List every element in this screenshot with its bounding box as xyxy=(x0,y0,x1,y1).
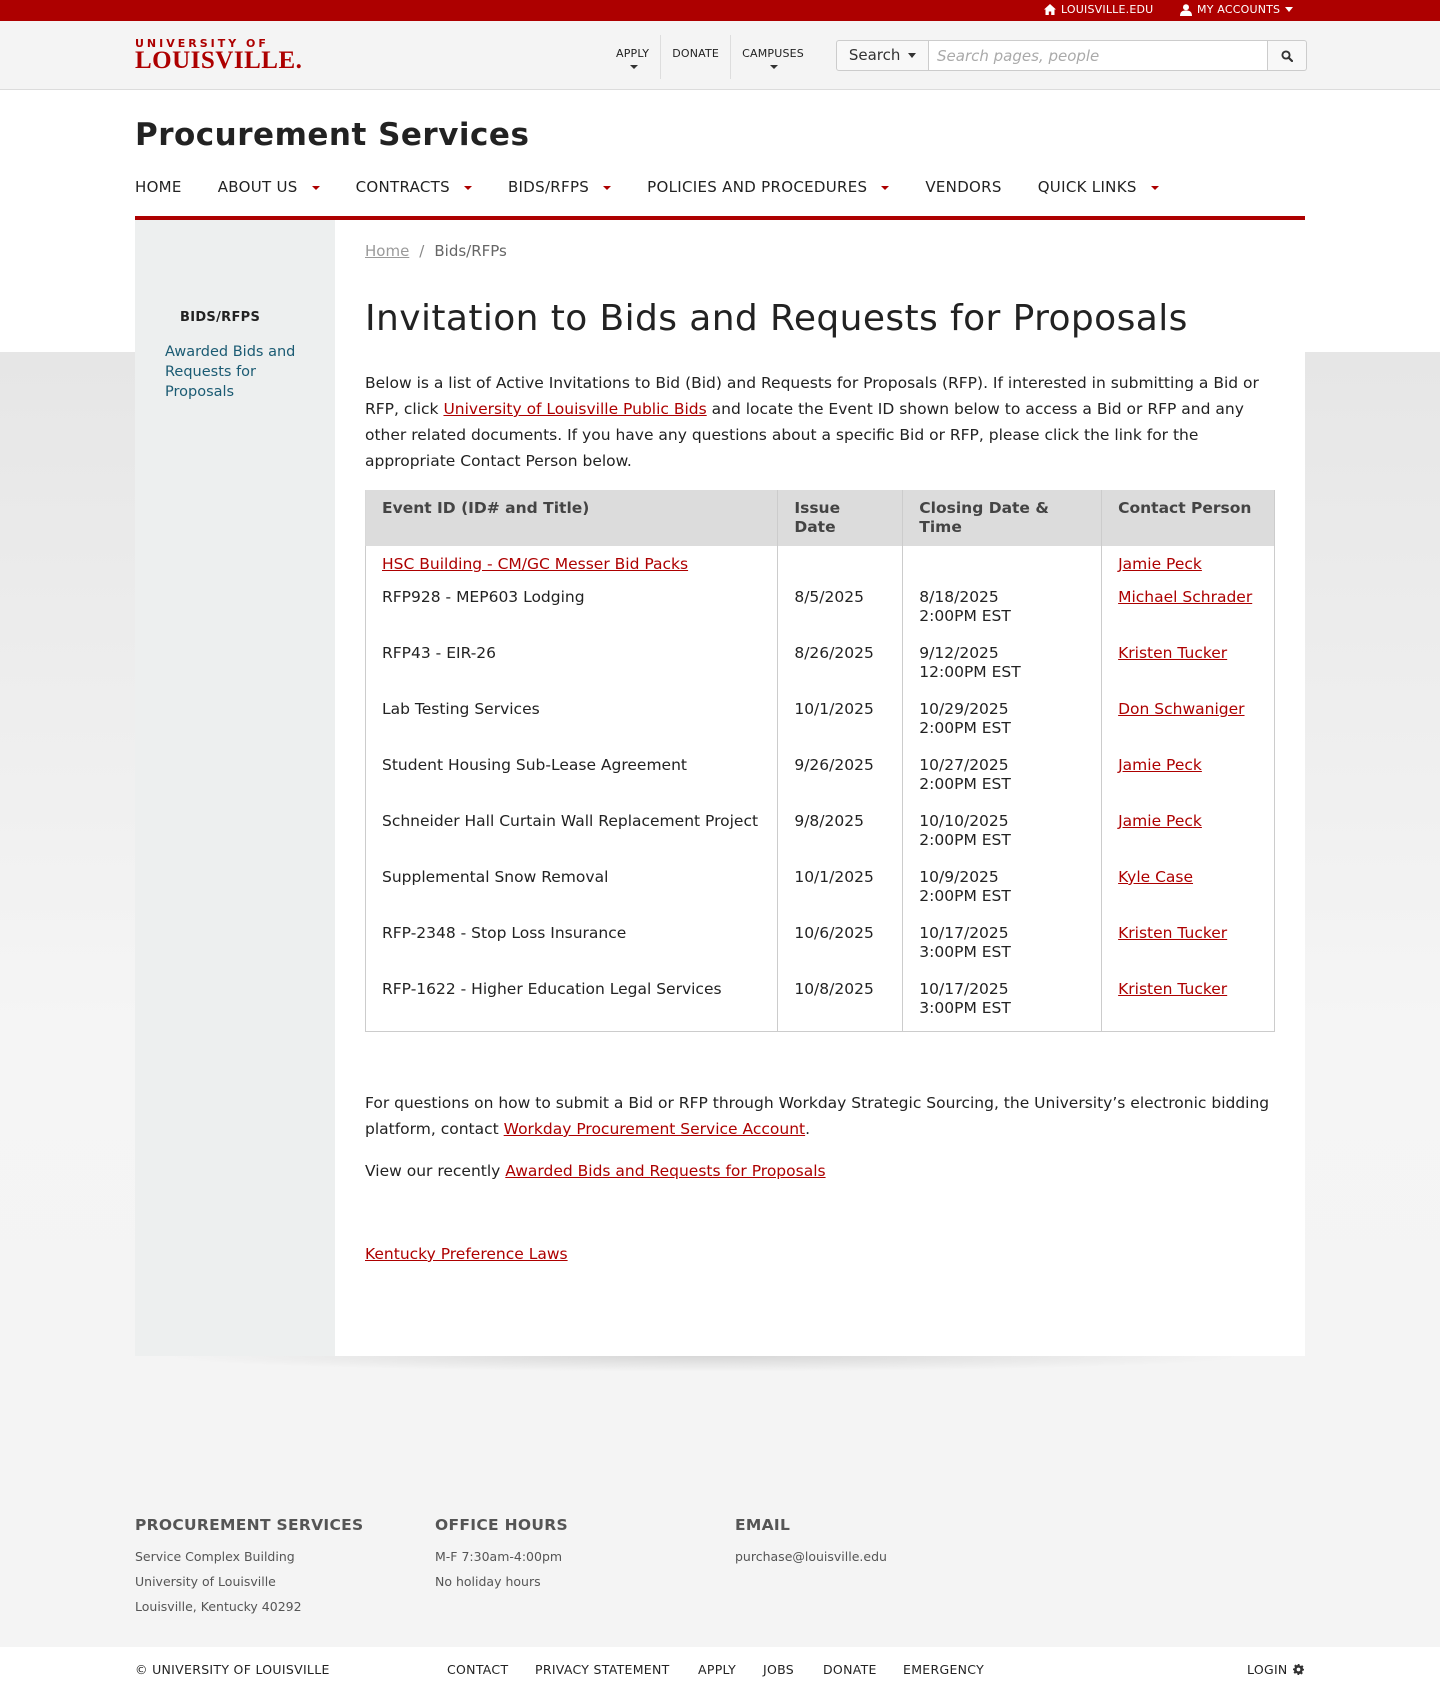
footer-link-apply[interactable]: APPLY xyxy=(698,1662,737,1677)
closing-date: 9/12/2025 xyxy=(919,644,999,662)
caret-down-icon xyxy=(908,53,916,58)
contact-cell xyxy=(1102,975,1275,1031)
site-nav-quick-links[interactable] xyxy=(1038,178,1159,216)
closing-date: 8/18/2025 xyxy=(919,588,999,606)
kentucky-paragraph xyxy=(365,1241,1280,1267)
awarded-text: View our recently xyxy=(365,1162,506,1180)
site-nav-contracts-label: CONTRACTS xyxy=(355,178,450,196)
intro-text-2: and locate the Event ID shown below to access a Bid or RFP and any other related documents. If you have any questions about a specific Bid or RFP, please click the link for the appropriate Contact Person below. xyxy=(365,400,1244,470)
contact-link[interactable]: Michael Schrader xyxy=(1118,588,1253,606)
closing-cell xyxy=(903,583,1102,639)
closing-cell xyxy=(903,546,1102,583)
footer-address-line2: University of Louisville xyxy=(135,1574,276,1589)
table-row xyxy=(366,695,1275,751)
nav-apply-label: APPLY xyxy=(616,47,650,60)
louisville-edu-link[interactable] xyxy=(1044,3,1153,16)
sidebar xyxy=(135,220,335,1356)
copyright: © UNIVERSITY OF LOUISVILLE xyxy=(135,1662,330,1677)
closing-date: 10/17/2025 xyxy=(919,924,1009,942)
table-row xyxy=(366,546,1275,583)
issue-cell: 10/8/2025 xyxy=(778,975,903,1031)
contact-cell xyxy=(1102,546,1275,583)
contact-link[interactable]: Kristen Tucker xyxy=(1118,644,1228,662)
issue-cell: 10/6/2025 xyxy=(778,919,903,975)
contact-link[interactable]: Jamie Peck xyxy=(1118,555,1202,573)
footer-hours xyxy=(435,1516,568,1594)
logo-line2: LOUISVILLE. xyxy=(135,47,303,74)
caret-down-icon xyxy=(881,186,889,190)
user-icon xyxy=(1180,4,1192,16)
contact-link[interactable]: Jamie Peck xyxy=(1118,756,1202,774)
table-row xyxy=(366,751,1275,807)
contact-cell xyxy=(1102,863,1275,919)
content-shadow xyxy=(155,1356,1255,1372)
footer-email-address: purchase@louisville.edu xyxy=(735,1549,887,1564)
closing-cell xyxy=(903,919,1102,975)
closing-cell xyxy=(903,975,1102,1031)
closing-cell xyxy=(903,807,1102,863)
table-row xyxy=(366,639,1275,695)
home-icon xyxy=(1044,4,1056,15)
breadcrumb-separator: / xyxy=(419,242,425,260)
closing-date: 10/10/2025 xyxy=(919,812,1009,830)
closing-time: 2:00PM EST xyxy=(919,607,1011,625)
site-nav-policies-label: POLICIES AND PROCEDURES xyxy=(647,178,868,196)
site-nav-policies[interactable] xyxy=(647,178,889,216)
my-accounts-label: MY ACCOUNTS xyxy=(1197,3,1281,16)
breadcrumb-current: Bids/RFPs xyxy=(434,242,507,260)
closing-cell xyxy=(903,863,1102,919)
closing-cell xyxy=(903,639,1102,695)
contact-link[interactable]: Kristen Tucker xyxy=(1118,924,1228,942)
caret-down-icon xyxy=(312,186,320,190)
event-cell: RFP-1622 - Higher Education Legal Services xyxy=(366,975,778,1031)
bottom-bar xyxy=(0,1647,1440,1693)
event-cell: RFP-2348 - Stop Loss Insurance xyxy=(366,919,778,975)
footer-link-contact[interactable]: CONTACT xyxy=(447,1662,509,1677)
event-cell xyxy=(366,546,778,583)
event-cell: Lab Testing Services xyxy=(366,695,778,751)
caret-down-icon xyxy=(603,186,611,190)
contact-cell xyxy=(1102,583,1275,639)
caret-down-icon xyxy=(770,65,778,69)
intro-paragraph xyxy=(365,370,1280,474)
contact-cell xyxy=(1102,807,1275,863)
contact-link[interactable]: Don Schwaniger xyxy=(1118,700,1245,718)
caret-down-icon xyxy=(464,186,472,190)
nav-donate-label: DONATE xyxy=(672,47,720,60)
university-logo[interactable] xyxy=(135,38,302,72)
site-nav-bids-label: BIDS/RFPS xyxy=(507,178,590,196)
contact-link[interactable]: Kyle Case xyxy=(1118,868,1194,886)
footer-hours-line1: M-F 7:30am-4:00pm xyxy=(435,1549,563,1564)
site-nav-vendors-label: VENDORS xyxy=(925,178,1002,196)
search-input[interactable] xyxy=(929,40,1268,71)
issue-cell: 8/5/2025 xyxy=(778,583,903,639)
main-content xyxy=(335,220,1305,1356)
workday-paragraph xyxy=(365,1090,1280,1142)
event-cell: RFP928 - MEP603 Lodging xyxy=(366,583,778,639)
login-label: LOGIN xyxy=(1247,1662,1288,1677)
workday-service-account-link[interactable]: Workday Procurement Service Account xyxy=(503,1120,806,1138)
footer-procurement xyxy=(135,1516,364,1619)
closing-cell xyxy=(903,695,1102,751)
login-link[interactable] xyxy=(1247,1662,1304,1677)
table-row xyxy=(366,807,1275,863)
gear-icon xyxy=(1293,1664,1304,1675)
public-bids-link[interactable]: University of Louisville Public Bids xyxy=(443,400,707,418)
contact-cell xyxy=(1102,639,1275,695)
page-title: Invitation to Bids and Requests for Proposals xyxy=(365,298,1188,339)
search-submit-button[interactable] xyxy=(1268,40,1307,71)
caret-down-icon xyxy=(630,65,638,69)
table-row xyxy=(366,583,1275,639)
my-accounts-link[interactable] xyxy=(1180,3,1293,16)
closing-time: 2:00PM EST xyxy=(919,775,1011,793)
footer-address-line1: Service Complex Building xyxy=(135,1549,295,1564)
site-nav-about[interactable] xyxy=(218,178,320,216)
utility-bar xyxy=(0,0,1440,21)
site-nav-contracts[interactable] xyxy=(356,178,472,216)
issue-cell xyxy=(778,546,903,583)
closing-date: 10/29/2025 xyxy=(919,700,1009,718)
issue-cell: 10/1/2025 xyxy=(778,863,903,919)
nav-campuses-label: CAMPUSES xyxy=(742,47,804,60)
breadcrumb-home[interactable]: Home xyxy=(365,242,410,260)
closing-time: 3:00PM EST xyxy=(919,943,1011,961)
contact-cell xyxy=(1102,751,1275,807)
nav-apply[interactable] xyxy=(605,35,660,79)
footer-link-emergency[interactable]: EMERGENCY xyxy=(903,1662,985,1677)
table-row xyxy=(366,975,1275,1031)
closing-time: 2:00PM EST xyxy=(919,887,1011,905)
event-cell: Student Housing Sub-Lease Agreement xyxy=(366,751,778,807)
sidebar-heading: BIDS/RFPS xyxy=(180,310,261,325)
nav-campuses[interactable] xyxy=(730,35,815,79)
footer-hours-heading: OFFICE HOURS xyxy=(435,1516,568,1534)
global-nav xyxy=(605,35,815,79)
table-header-row xyxy=(366,490,1275,546)
footer-address-line3: Louisville, Kentucky 40292 xyxy=(135,1599,302,1614)
closing-date: 10/17/2025 xyxy=(919,980,1009,998)
closing-time: 2:00PM EST xyxy=(919,831,1011,849)
contact-link[interactable]: Jamie Peck xyxy=(1118,812,1202,830)
intro-text-1: Below is a list of Active Invitations to Bid (Bid) and Requests for Proposals (RFP). If interested in submitting a Bid or RFP, click xyxy=(365,374,1259,418)
workday-text-1: For questions on how to submit a Bid or RFP through Workday Strategic Sourcing, the University’s electronic bidding platform, contact xyxy=(365,1094,1270,1138)
louisville-edu-label: LOUISVILLE.EDU xyxy=(1061,3,1154,16)
nav-donate[interactable] xyxy=(660,35,730,79)
site-nav-home[interactable] xyxy=(135,178,182,216)
issue-cell: 9/26/2025 xyxy=(778,751,903,807)
search-scope-label: Search xyxy=(848,46,901,64)
contact-link[interactable]: Kristen Tucker xyxy=(1118,980,1228,998)
col-header-contact: Contact Person xyxy=(1102,490,1275,546)
awarded-bids-link[interactable]: Awarded Bids and Requests for Proposals xyxy=(505,1162,826,1180)
bids-table xyxy=(365,490,1275,1032)
contact-cell xyxy=(1102,695,1275,751)
issue-cell: 8/26/2025 xyxy=(778,639,903,695)
site-footer xyxy=(0,1469,1440,1647)
closing-date: 10/9/2025 xyxy=(919,868,999,886)
site-nav-quick-links-label: QUICK LINKS xyxy=(1037,178,1137,196)
footer-email-heading: EMAIL xyxy=(735,1516,791,1534)
issue-cell: 10/1/2025 xyxy=(778,695,903,751)
site-title[interactable]: Procurement Services xyxy=(135,117,530,153)
awarded-paragraph xyxy=(365,1158,1280,1184)
contact-cell xyxy=(1102,919,1275,975)
site-nav-about-label: ABOUT US xyxy=(217,178,298,196)
caret-down-icon xyxy=(1285,7,1293,12)
site-nav-bids[interactable] xyxy=(508,178,611,216)
footer-email xyxy=(735,1516,887,1569)
col-header-event: Event ID (ID# and Title) xyxy=(366,490,778,546)
site-nav-vendors[interactable] xyxy=(925,178,1001,216)
closing-time: 12:00PM EST xyxy=(919,663,1021,681)
caret-down-icon xyxy=(1151,186,1159,190)
footer-link-donate[interactable]: DONATE xyxy=(823,1662,877,1677)
event-link[interactable]: HSC Building - CM/GC Messer Bid Packs xyxy=(382,555,689,573)
sidebar-item-awarded-bids[interactable]: Awarded Bids and Requests for Proposals xyxy=(165,344,296,400)
footer-link-privacy[interactable]: PRIVACY STATEMENT xyxy=(535,1662,670,1677)
breadcrumb xyxy=(365,242,507,260)
global-header xyxy=(0,21,1440,90)
search-scope-dropdown[interactable] xyxy=(836,40,929,71)
table-row xyxy=(366,863,1275,919)
col-header-closing: Closing Date & Time xyxy=(903,490,1102,546)
closing-time: 2:00PM EST xyxy=(919,719,1011,737)
footer-procurement-heading: PROCUREMENT SERVICES xyxy=(135,1516,364,1534)
site-nav-home-label: HOME xyxy=(135,178,182,196)
closing-date: 10/27/2025 xyxy=(919,756,1009,774)
logo-line1: UNIVERSITY OF xyxy=(135,37,269,50)
search-icon xyxy=(1281,50,1293,62)
search-group xyxy=(836,40,1307,71)
footer-hours-line2: No holiday hours xyxy=(435,1574,541,1589)
event-cell: Supplemental Snow Removal xyxy=(366,863,778,919)
event-cell: Schneider Hall Curtain Wall Replacement Project xyxy=(366,807,778,863)
kentucky-preference-laws-link[interactable]: Kentucky Preference Laws xyxy=(365,1245,568,1263)
workday-text-2: . xyxy=(805,1120,811,1138)
site-nav xyxy=(135,178,1305,220)
issue-cell: 9/8/2025 xyxy=(778,807,903,863)
closing-time: 3:00PM EST xyxy=(919,999,1011,1017)
table-row xyxy=(366,919,1275,975)
event-cell: RFP43 - EIR-26 xyxy=(366,639,778,695)
closing-cell xyxy=(903,751,1102,807)
footer-link-jobs[interactable]: JOBS xyxy=(763,1662,795,1677)
col-header-issue: Issue Date xyxy=(778,490,903,546)
